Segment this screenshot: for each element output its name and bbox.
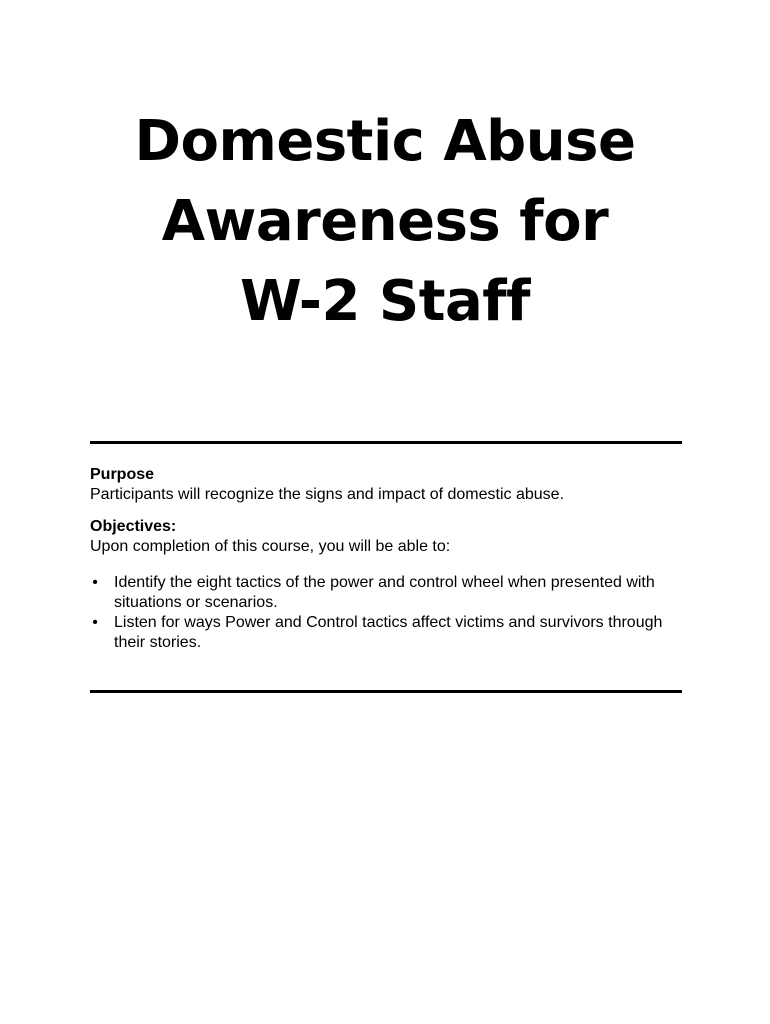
bottom-divider xyxy=(90,690,682,693)
section-spacer xyxy=(90,505,690,517)
objective-text: Listen for ways Power and Control tactics affect victims and survivors through their stories. xyxy=(114,614,663,651)
course-summary xyxy=(90,465,690,653)
bullet-icon: • xyxy=(92,614,98,631)
purpose-text: Participants will recognize the signs and impact of domestic abuse. xyxy=(90,486,565,503)
objectives-list xyxy=(90,573,690,653)
title-line-2: Awareness for xyxy=(161,189,609,254)
objective-text: Identify the eight tactics of the power and control wheel when presented with situations or scenarios. xyxy=(114,574,655,611)
title-line-3: W-2 Staff xyxy=(239,269,531,334)
purpose-heading: Purpose xyxy=(90,466,155,483)
objectives-heading: Objectives: xyxy=(90,518,177,535)
bullet-icon: • xyxy=(92,574,98,591)
top-divider xyxy=(90,441,682,444)
objectives-intro: Upon completion of this course, you will be able to: xyxy=(90,538,451,555)
objective-item xyxy=(90,613,690,653)
title-line-1: Domestic Abuse xyxy=(134,109,636,174)
bullet-spacer xyxy=(90,557,690,573)
document-title xyxy=(0,102,770,342)
objective-item xyxy=(90,573,690,613)
